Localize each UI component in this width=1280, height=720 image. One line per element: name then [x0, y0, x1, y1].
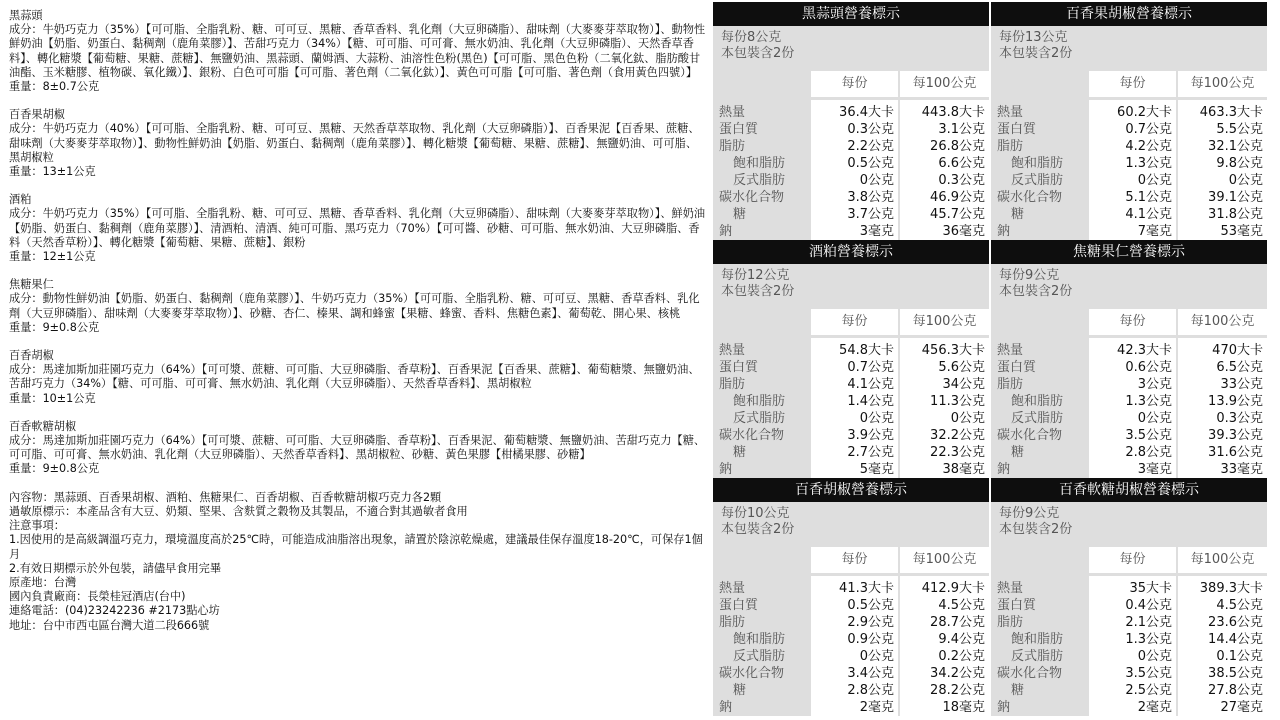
product-weight: 重量：9±0.8公克	[9, 320, 100, 334]
per-serving-value: 3毫克	[1137, 462, 1172, 477]
per-100g-value: 11.3公克	[930, 394, 985, 409]
per-serving-value: 3.4公克	[847, 666, 894, 681]
per-100g-value: 31.6公克	[1208, 445, 1263, 460]
per-100g-header: 每100公克	[900, 71, 989, 97]
servings-per-pack: 本包裝含2份	[721, 522, 795, 537]
per-serving-value: 0公克	[859, 411, 894, 426]
per-serving-header: 每份	[1089, 547, 1176, 573]
serving-size: 每份9公克	[999, 506, 1060, 521]
nutrient-label: 反式脂肪	[1011, 411, 1064, 426]
per-100g-value: 33毫克	[1220, 462, 1263, 477]
nutrient-label: 鈉	[719, 224, 733, 239]
per-serving-value: 0公克	[1137, 411, 1172, 426]
nutrient-label: 碳水化合物	[719, 190, 785, 205]
contents-line: 內容物：黑蒜頭、百香果胡椒、酒粕、焦糖果仁、百香胡椒、百香軟糖胡椒巧克力各2顆	[9, 490, 442, 504]
per-100g-value: 27毫克	[1220, 700, 1263, 715]
serving-info	[991, 502, 1267, 544]
product-section-4	[9, 349, 707, 406]
per-serving-header: 每份	[811, 71, 898, 97]
per-100g-value: 34公克	[942, 377, 985, 392]
per-100g-value: 13.9公克	[1208, 394, 1263, 409]
per-serving-value: 36.4大卡	[839, 105, 894, 120]
serving-info	[991, 26, 1267, 68]
per-serving-value: 2.8公克	[847, 683, 894, 698]
nutrient-label: 鈉	[997, 224, 1011, 239]
per-100g-value: 22.3公克	[930, 445, 985, 460]
per-serving-column	[1089, 100, 1176, 240]
per-100g-value: 36毫克	[942, 224, 985, 239]
per-100g-header: 每100公克	[1178, 547, 1267, 573]
per-serving-value: 1.4公克	[847, 394, 894, 409]
per-100g-value: 53毫克	[1220, 224, 1263, 239]
per-100g-value: 6.6公克	[938, 156, 985, 171]
per-100g-value: 0.2公克	[938, 649, 985, 664]
nutrition-panel	[713, 2, 989, 240]
column-header-row	[713, 71, 989, 97]
nutrient-label: 飽和脂肪	[733, 394, 786, 409]
allergen-line: 過敏原標示：本產品含有大豆、奶類、堅果、含麩質之穀物及其製品，不適合對其過敏者食用	[9, 504, 468, 518]
panel-title: 百香胡椒營養標示	[713, 478, 989, 502]
nutrient-label: 熱量	[719, 581, 746, 596]
product-weight: 重量：8±0.7公克	[9, 80, 100, 94]
per-serving-value: 0.5公克	[847, 598, 894, 613]
panel-title: 百香軟糖胡椒營養標示	[991, 478, 1267, 502]
nutrient-label: 碳水化合物	[719, 666, 785, 681]
per-100g-value: 456.3大卡	[921, 343, 985, 358]
nutrient-label: 糖	[1011, 207, 1025, 222]
product-name: 黑蒜頭	[9, 9, 43, 22]
product-name: 百香果胡椒	[9, 108, 65, 122]
per-serving-value: 3.5公克	[1125, 666, 1172, 681]
column-header-row	[713, 309, 989, 335]
nutrient-label: 熱量	[997, 343, 1024, 358]
per-serving-value: 0.9公克	[847, 632, 894, 647]
product-name: 焦糖果仁	[9, 278, 54, 292]
per-serving-value: 4.1公克	[847, 377, 894, 392]
nutrient-label: 反式脂肪	[1011, 649, 1064, 664]
per-serving-value: 5毫克	[859, 462, 894, 477]
per-100g-value: 443.8大卡	[921, 105, 985, 120]
phone-line: 連絡電話：(04)23242236 #2173點心坊	[9, 604, 220, 618]
per-serving-value: 3.5公克	[1125, 428, 1172, 443]
nutrition-panel	[713, 240, 989, 478]
nutrient-table	[713, 338, 989, 478]
per-serving-value: 3毫克	[859, 224, 894, 239]
product-ingredients: 成分：馬達加斯加莊園巧克力（64%）【可可漿、蔗糖、可可脂、大豆卵磷脂、香草粉】、百香果泥【百香果、蔗糖】、葡萄糖漿、無鹽奶油、苦甜巧克力（34%）【糖、可可脂、可可膏、無水奶油、乳化劑（大豆卵磷脂）、天然香草香料】、黑胡椒粒	[9, 363, 700, 391]
nutrient-label: 蛋白質	[719, 122, 759, 137]
per-100g-value: 5.6公克	[938, 360, 985, 375]
per-100g-value: 4.5公克	[1216, 598, 1263, 613]
product-weight: 重量：9±0.8公克	[9, 462, 100, 476]
per-100g-value: 470大卡	[1212, 343, 1263, 358]
nutrient-table	[713, 100, 989, 240]
serving-size: 每份10公克	[721, 506, 790, 521]
nutrient-label: 糖	[1011, 683, 1025, 698]
package-info	[9, 491, 707, 633]
nutrient-labels	[713, 576, 809, 716]
per-100g-value: 45.7公克	[930, 207, 985, 222]
per-serving-value: 4.2公克	[1125, 139, 1172, 154]
per-serving-column	[1089, 576, 1176, 716]
per-100g-value: 9.4公克	[938, 632, 985, 647]
product-ingredients: 成分：馬達加斯加莊園巧克力（64%）【可可漿、蔗糖、可可脂、大豆卵磷脂、香草粉】、百香果泥、葡萄糖漿、無鹽奶油、苦甜巧克力【糖、可可脂、可可膏、無水奶油、乳化劑（大豆卵磷脂）、天然香草香料】、黑胡椒粒、砂糖、黃色果膠【柑橘果膠、砂糖】	[9, 434, 706, 462]
per-serving-value: 60.2大卡	[1117, 105, 1172, 120]
per-100g-value: 38毫克	[942, 462, 985, 477]
per-100g-column	[1178, 576, 1267, 716]
product-section-1	[9, 108, 707, 179]
per-serving-value: 4.1公克	[1125, 207, 1172, 222]
nutrient-label: 反式脂肪	[733, 649, 786, 664]
per-100g-value: 412.9大卡	[921, 581, 985, 596]
product-weight: 重量：13±1公克	[9, 165, 96, 179]
panel-title: 黑蒜頭營養標示	[713, 2, 989, 26]
per-100g-column	[900, 100, 989, 240]
per-100g-value: 0.3公克	[1216, 411, 1263, 426]
per-serving-value: 2.5公克	[1125, 683, 1172, 698]
nutrient-labels	[991, 338, 1087, 478]
per-100g-column	[1178, 338, 1267, 478]
per-serving-value: 0公克	[1137, 649, 1172, 664]
serving-info	[713, 264, 989, 306]
nutrient-label: 飽和脂肪	[1011, 394, 1064, 409]
per-serving-value: 3.9公克	[847, 428, 894, 443]
nutrient-label: 碳水化合物	[997, 428, 1063, 443]
per-100g-value: 46.9公克	[930, 190, 985, 205]
nutrient-label: 反式脂肪	[733, 411, 786, 426]
nutrient-label: 鈉	[997, 700, 1011, 715]
per-serving-value: 0公克	[1137, 173, 1172, 188]
column-header-row	[991, 547, 1267, 573]
per-serving-value: 0.4公克	[1125, 598, 1172, 613]
nutrient-label: 脂肪	[719, 377, 746, 392]
per-100g-value: 14.4公克	[1208, 632, 1263, 647]
product-section-0	[9, 9, 707, 94]
per-serving-value: 2毫克	[859, 700, 894, 715]
origin-line: 原產地：台灣	[9, 575, 77, 589]
nutrient-label: 脂肪	[997, 615, 1024, 630]
servings-per-pack: 本包裝含2份	[721, 284, 795, 299]
per-100g-value: 32.2公克	[930, 428, 985, 443]
per-100g-column	[900, 338, 989, 478]
note-2: 2.有效日期標示於外包裝，請儘早食用完畢	[9, 561, 222, 575]
per-100g-value: 3.1公克	[938, 122, 985, 137]
serving-size: 每份8公克	[721, 30, 782, 45]
nutrient-label: 脂肪	[719, 139, 746, 154]
per-serving-value: 0.3公克	[847, 122, 894, 137]
per-100g-value: 389.3大卡	[1199, 581, 1263, 596]
per-100g-value: 26.8公克	[930, 139, 985, 154]
per-serving-value: 0公克	[859, 649, 894, 664]
per-serving-column	[811, 576, 898, 716]
per-serving-value: 0.6公克	[1125, 360, 1172, 375]
per-serving-value: 7毫克	[1137, 224, 1172, 239]
per-serving-header: 每份	[811, 547, 898, 573]
nutrient-table	[713, 576, 989, 716]
per-serving-column	[811, 338, 898, 478]
nutrient-label: 蛋白質	[719, 360, 759, 375]
per-serving-value: 0.5公克	[847, 156, 894, 171]
per-serving-value: 41.3大卡	[839, 581, 894, 596]
nutrient-label: 糖	[733, 445, 747, 460]
per-serving-value: 35大卡	[1129, 581, 1172, 596]
nutrient-label: 飽和脂肪	[1011, 632, 1064, 647]
per-100g-value: 463.3大卡	[1199, 105, 1263, 120]
column-header-row	[713, 547, 989, 573]
per-100g-value: 5.5公克	[1216, 122, 1263, 137]
nutrient-label: 飽和脂肪	[733, 632, 786, 647]
per-serving-value: 5.1公克	[1125, 190, 1172, 205]
per-100g-value: 27.8公克	[1208, 683, 1263, 698]
per-100g-value: 0.1公克	[1216, 649, 1263, 664]
servings-per-pack: 本包裝含2份	[999, 522, 1073, 537]
per-100g-value: 4.5公克	[938, 598, 985, 613]
nutrient-label: 脂肪	[997, 377, 1024, 392]
per-100g-value: 9.8公克	[1216, 156, 1263, 171]
product-section-3	[9, 278, 707, 335]
product-ingredients: 成分：牛奶巧克力（40%）【可可脂、全脂乳粉、糖、可可豆、黑糖、天然香草萃取物、乳化劑（大豆卵磷脂）】、百香果泥【百香果、蔗糖、甜味劑（大麥麥芽萃取物）】、動物性鮮奶油【奶脂、奶蛋白、黏稠劑（鹿角菜膠）】、轉化糖漿【葡萄糖、果糖、蔗糖】、無鹽奶油、可可脂、黑胡椒粒	[9, 122, 700, 164]
servings-per-pack: 本包裝含2份	[999, 46, 1073, 61]
per-100g-value: 23.6公克	[1208, 615, 1263, 630]
per-100g-value: 33公克	[1220, 377, 1263, 392]
per-serving-value: 2.2公克	[847, 139, 894, 154]
product-name: 酒粕	[9, 193, 32, 207]
address-line: 地址：台中市西屯區台灣大道二段666號	[9, 618, 210, 632]
nutrient-labels	[991, 100, 1087, 240]
per-100g-column	[900, 576, 989, 716]
notes-heading: 注意事項：	[9, 519, 65, 533]
per-100g-value: 31.8公克	[1208, 207, 1263, 222]
per-serving-value: 2.7公克	[847, 445, 894, 460]
per-serving-value: 2.8公克	[1125, 445, 1172, 460]
per-100g-value: 6.5公克	[1216, 360, 1263, 375]
product-section-5	[9, 420, 707, 477]
nutrient-label: 蛋白質	[997, 360, 1037, 375]
panel-title: 百香果胡椒營養標示	[991, 2, 1267, 26]
nutrient-label: 熱量	[719, 105, 746, 120]
nutrient-labels	[991, 576, 1087, 716]
per-serving-value: 0.7公克	[847, 360, 894, 375]
per-100g-value: 39.1公克	[1208, 190, 1263, 205]
note-1: 1.因使用的是高級調溫巧克力，環境溫度高於25℃時，可能造成油脂溶出現象，請置於陰涼乾燥處，建議最佳保存溫度18-20℃，可保存1個月	[9, 533, 703, 561]
nutrition-panel	[991, 478, 1267, 716]
nutrient-table	[991, 338, 1267, 478]
nutrient-label: 碳水化合物	[719, 428, 785, 443]
per-100g-value: 34.2公克	[930, 666, 985, 681]
panel-title: 酒粕營養標示	[713, 240, 989, 264]
per-100g-column	[1178, 100, 1267, 240]
serving-size: 每份12公克	[721, 268, 790, 283]
per-100g-value: 0.3公克	[938, 173, 985, 188]
servings-per-pack: 本包裝含2份	[999, 284, 1073, 299]
per-serving-value: 42.3大卡	[1117, 343, 1172, 358]
nutrient-labels	[713, 100, 809, 240]
product-name: 百香軟糖胡椒	[9, 419, 77, 433]
product-weight: 重量：10±1公克	[9, 391, 96, 405]
product-ingredients: 成分：牛奶巧克力（35%）【可可脂、全脂乳粉、糖、可可豆、黑糖、香草香料、乳化劑（大豆卵磷脂）、甜味劑（大麥麥芽萃取物）】、鮮奶油【奶脂、奶蛋白、黏稠劑（鹿角菜膠）】、清酒粕、清酒、純可可脂、黑巧克力（70%）【可可醬、砂糖、可可脂、無水奶油、大豆卵磷脂、香料（天然香草粉）】、轉化糖漿【葡萄糖、果糖、蔗糖】、銀粉	[9, 207, 706, 249]
product-section-2	[9, 193, 707, 264]
per-100g-header: 每100公克	[1178, 309, 1267, 335]
per-100g-value: 0公克	[1228, 173, 1263, 188]
per-100g-header: 每100公克	[1178, 71, 1267, 97]
nutrient-label: 糖	[1011, 445, 1025, 460]
nutrient-label: 熱量	[719, 343, 746, 358]
serving-info	[713, 26, 989, 68]
per-serving-value: 2.1公克	[1125, 615, 1172, 630]
per-serving-value: 1.3公克	[1125, 394, 1172, 409]
nutrition-panel	[991, 2, 1267, 240]
nutrient-label: 碳水化合物	[997, 190, 1063, 205]
nutrient-label: 脂肪	[997, 139, 1024, 154]
per-100g-value: 32.1公克	[1208, 139, 1263, 154]
column-header-row	[991, 71, 1267, 97]
per-100g-header: 每100公克	[900, 547, 989, 573]
nutrient-label: 鈉	[719, 700, 733, 715]
nutrient-labels	[713, 338, 809, 478]
nutrient-label: 蛋白質	[997, 598, 1037, 613]
per-serving-value: 2.9公克	[847, 615, 894, 630]
manufacturer-line: 國內負責廠商：長榮桂冠酒店(台中)	[9, 590, 186, 604]
serving-size: 每份9公克	[999, 268, 1060, 283]
ingredients-column	[9, 9, 707, 633]
per-serving-column	[811, 100, 898, 240]
servings-per-pack: 本包裝含2份	[721, 46, 795, 61]
nutrient-label: 糖	[733, 207, 747, 222]
column-header-row	[991, 309, 1267, 335]
product-ingredients: 成分：動物性鮮奶油【奶脂、奶蛋白、黏稠劑（鹿角菜膠）】、牛奶巧克力（35%）【可可脂、全脂乳粉、糖、可可豆、黑糖、香草香料、乳化劑（大豆卵磷脂）、甜味劑（大麥麥芽萃取物）】、砂糖、杏仁、榛果、調和蜂蜜【果糖、蜂蜜、香料、焦糖色素】、葡萄乾、開心果、核桃	[9, 292, 700, 320]
per-serving-header: 每份	[1089, 71, 1176, 97]
nutrition-panel	[991, 240, 1267, 478]
nutrient-label: 反式脂肪	[733, 173, 786, 188]
per-100g-value: 28.7公克	[930, 615, 985, 630]
nutrient-label: 糖	[733, 683, 747, 698]
per-serving-value: 1.3公克	[1125, 632, 1172, 647]
per-100g-header: 每100公克	[900, 309, 989, 335]
per-serving-value: 0公克	[859, 173, 894, 188]
per-serving-header: 每份	[811, 309, 898, 335]
nutrient-table	[991, 576, 1267, 716]
nutrient-label: 飽和脂肪	[733, 156, 786, 171]
nutrient-label: 鈉	[719, 462, 733, 477]
nutrient-label: 鈉	[997, 462, 1011, 477]
per-100g-value: 38.5公克	[1208, 666, 1263, 681]
nutrient-label: 脂肪	[719, 615, 746, 630]
nutrition-panel	[713, 478, 989, 716]
per-serving-value: 3公克	[1137, 377, 1172, 392]
per-serving-value: 3.7公克	[847, 207, 894, 222]
nutrient-label: 碳水化合物	[997, 666, 1063, 681]
nutrient-label: 熱量	[997, 581, 1024, 596]
per-serving-value: 3.8公克	[847, 190, 894, 205]
panel-title: 焦糖果仁營養標示	[991, 240, 1267, 264]
per-100g-value: 18毫克	[942, 700, 985, 715]
per-serving-value: 54.8大卡	[839, 343, 894, 358]
per-serving-value: 1.3公克	[1125, 156, 1172, 171]
per-serving-column	[1089, 338, 1176, 478]
product-name: 百香胡椒	[9, 349, 54, 363]
nutrient-label: 反式脂肪	[1011, 173, 1064, 188]
serving-info	[991, 264, 1267, 306]
nutrient-label: 飽和脂肪	[1011, 156, 1064, 171]
nutrient-table	[991, 100, 1267, 240]
per-serving-value: 2毫克	[1137, 700, 1172, 715]
per-100g-value: 0公克	[950, 411, 985, 426]
nutrient-label: 熱量	[997, 105, 1024, 120]
product-weight: 重量：12±1公克	[9, 250, 96, 264]
serving-info	[713, 502, 989, 544]
per-serving-header: 每份	[1089, 309, 1176, 335]
product-ingredients: 成分：牛奶巧克力（35%）【可可脂、全脂乳粉、糖、可可豆、黑糖、香草香料、乳化劑（大豆卵磷脂）、甜味劑（大麥麥芽萃取物）】、動物性鮮奶油【奶脂、奶蛋白、黏稠劑（鹿角菜膠）】、苦甜巧克力（34%）【糖、可可脂、可可膏、無水奶油、乳化劑（大豆卵磷脂）、天然香草香料】、轉化糖漿【葡萄糖、果糖、蔗糖】、無鹽奶油、黑蒜頭、蘭姆酒、大蒜粉、油溶性色粉(黑色)【可可脂、黑色色粉（二氧化鈦、脂肪酸甘油酯、玉米糖膠、植物碳、氧化鐵）】、銀粉、白色可可脂【可可脂、著色劑（二氧化鈦）】、黃色可可脂【可可脂、著色劑（食用黃色四號）】	[9, 23, 706, 79]
serving-size: 每份13公克	[999, 30, 1068, 45]
nutrient-label: 蛋白質	[719, 598, 759, 613]
nutrient-label: 蛋白質	[997, 122, 1037, 137]
per-100g-value: 39.3公克	[1208, 428, 1263, 443]
per-100g-value: 28.2公克	[930, 683, 985, 698]
per-serving-value: 0.7公克	[1125, 122, 1172, 137]
